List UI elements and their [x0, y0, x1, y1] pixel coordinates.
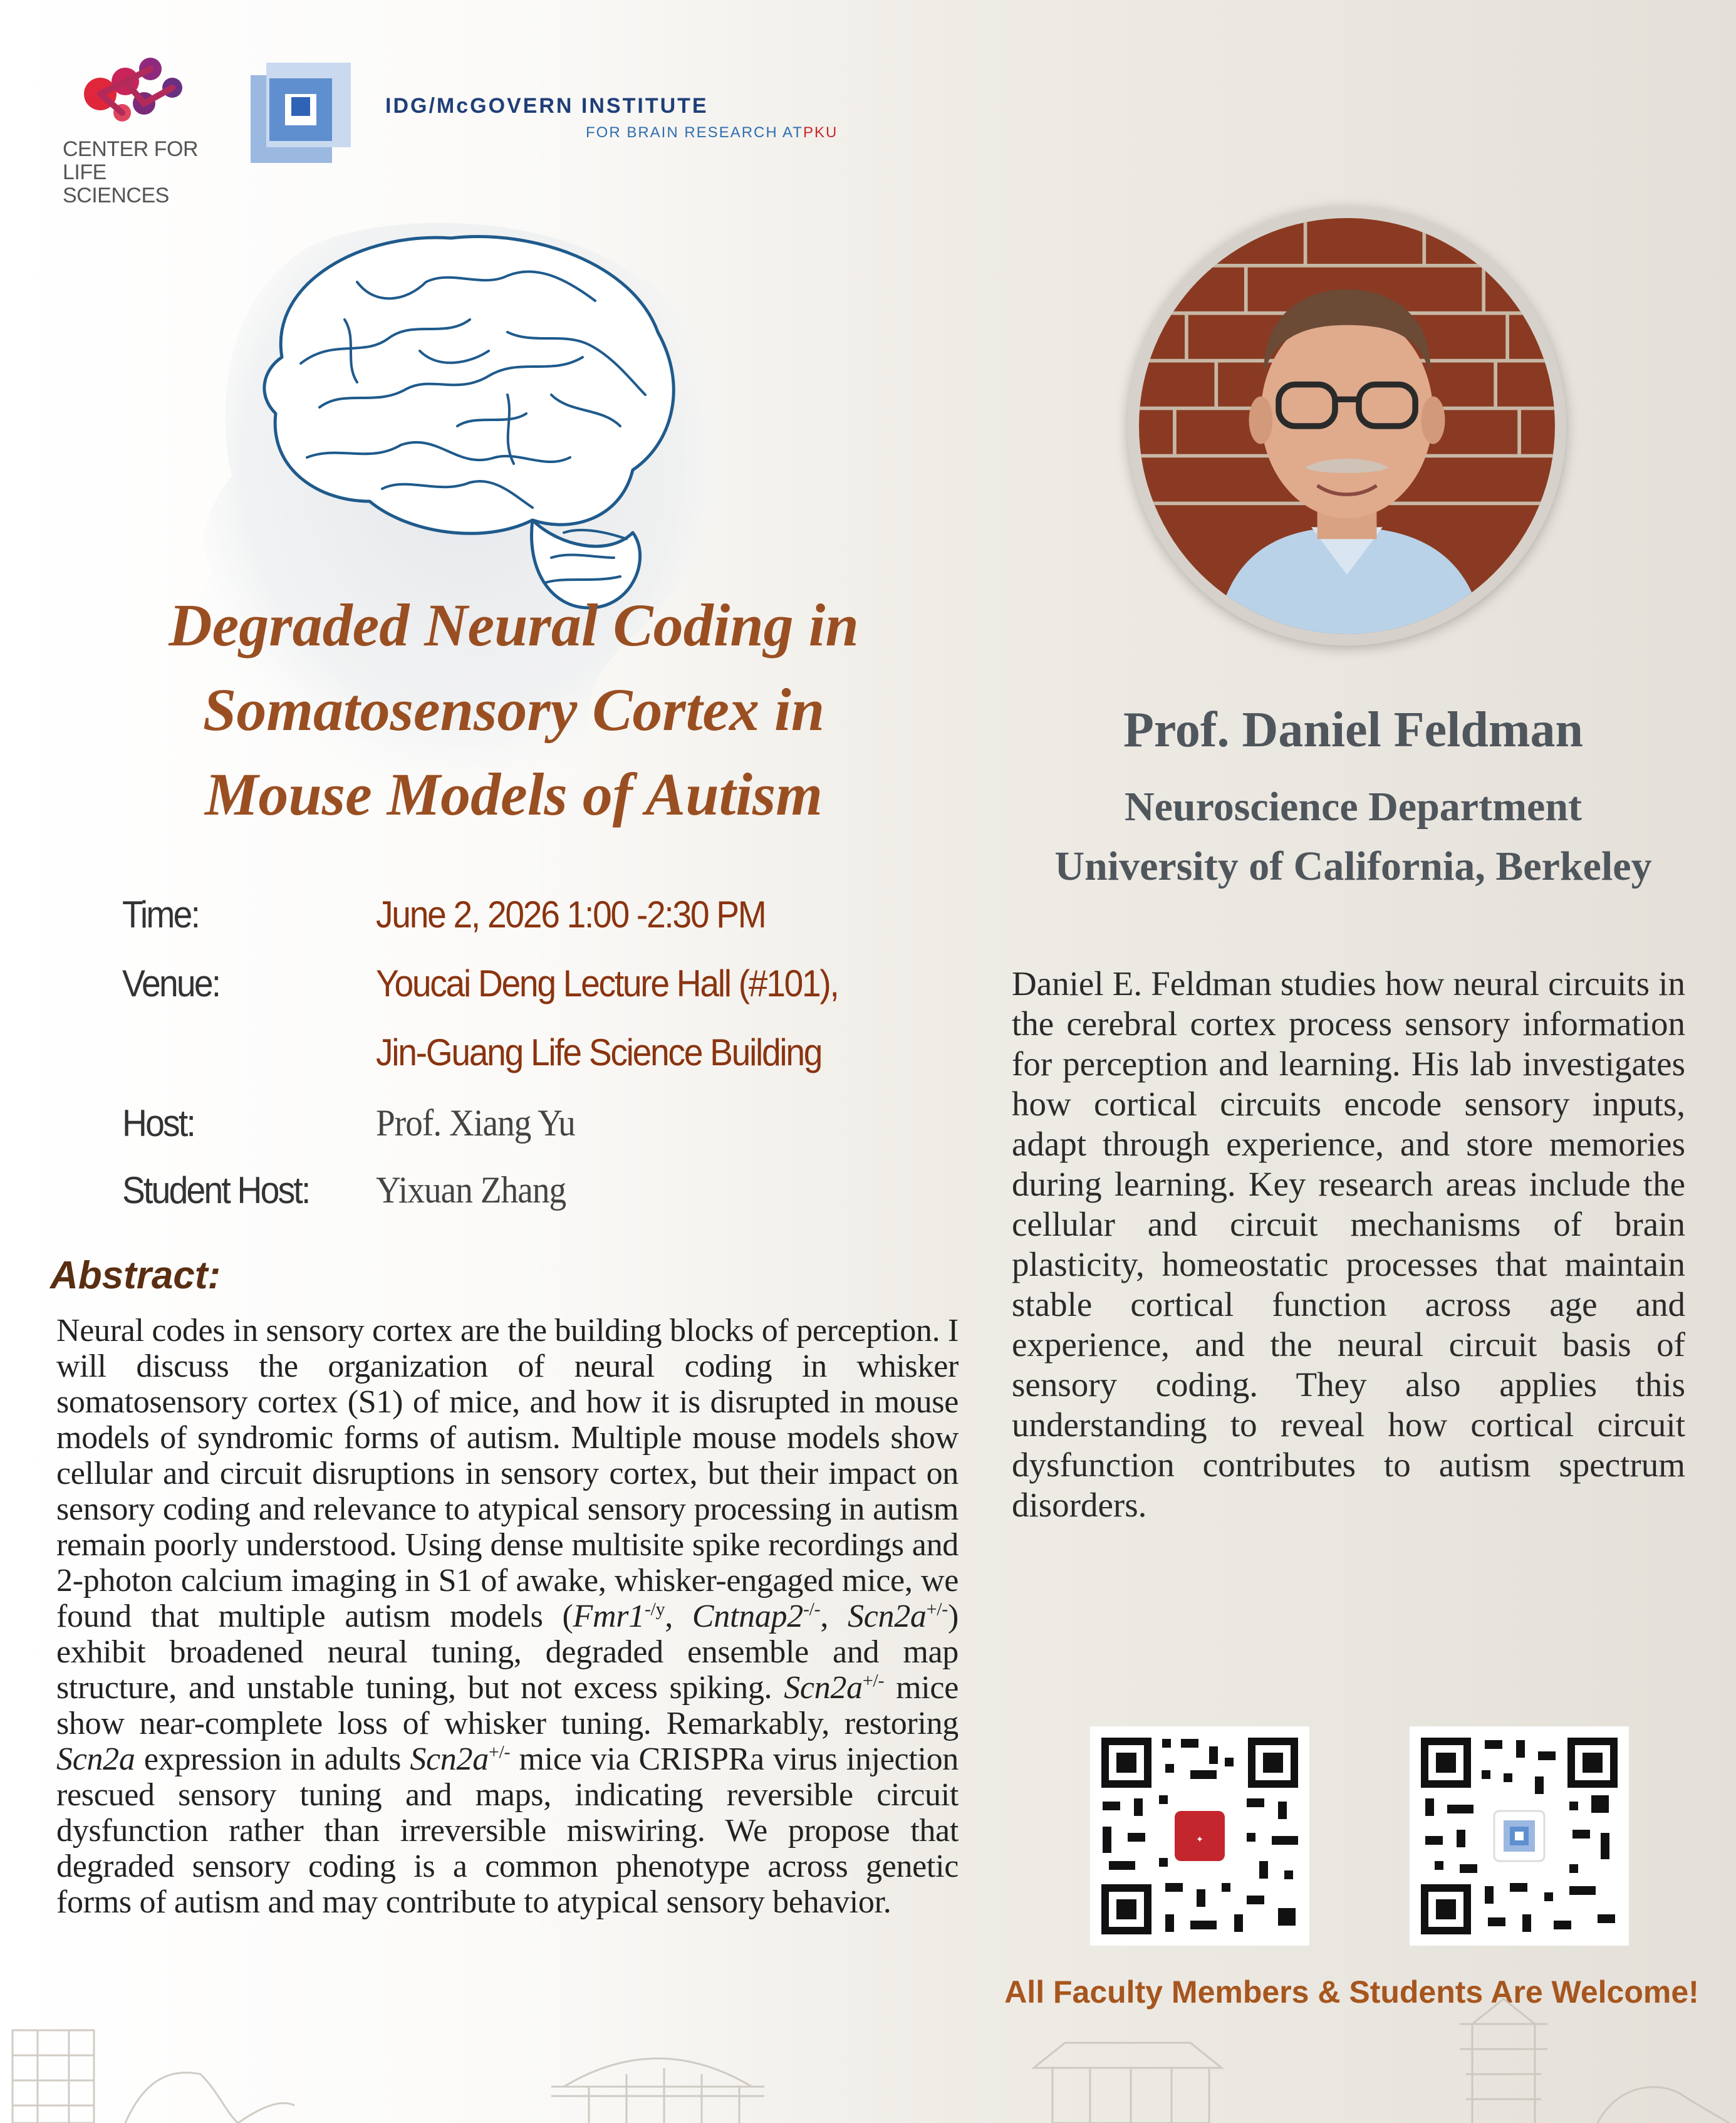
gene-scn2a-2: Scn2a: [784, 1670, 863, 1706]
svg-text:✦: ✦: [1196, 1835, 1203, 1845]
abstract-part-1: Neural codes in sensory cortex are the building blocks of perception. I will discuss the organization of neural coding in whisker somatosensory cortex (S1) of mice, and how it is disrupted in mouse models of syndromic forms of autism. Multiple mouse models show cellular and circuit disruptions in sensory cortex, but their impact on sensory coding and relevance to atypical sensory processing in autism remain poorly understood. Using dense multisite spike recordings and 2-photon calcium imaging in S1 of awake, whisker-engaged mice, we found that multiple autism models (: [56, 1313, 959, 1634]
abstract-text: Neural codes in sensory cortex are the building blocks of perception. I will discuss the organization of neural coding in whisker somatosensory cortex (S1) of mice, and how it is disrupted in mouse models of syndromic forms of autism. Multiple mouse models show cellular and circuit disruptions in sensory cortex, but their impact on sensory coding and relevance to atypical sensory processing in autism remain poorly understood. Using dense multisite spike recordings and 2-photon calcium imaging in S1 of awake, whisker-engaged mice, we found that multiple autism models ($Fmr1^{-/y}$, Cntnap2-/-, Scn2a+/-) exhibit broadened neural tuning, degraded ensemble and map structure, and unstable tuning, but not excess spiking. Scn2a+/- mice show near-complete loss of whisker tuning. Remarkably, restoring Scn2a expression in adults Scn2a+/- mice via CRISPRa virus injection rescued sensory tuning and maps, indicating reversible circuit dysfunction rather than irreversible miswiring. We propose that degraded sensory coding is a common phenotype across genetic forms of autism and may contribute to atypical sensory behavior.: [56, 1313, 959, 1920]
speaker-name: Prof. Daniel Feldman: [1123, 702, 1584, 758]
qr-code-idg[interactable]: [1410, 1726, 1629, 1946]
speaker-university: University of California, Berkeley: [1054, 843, 1652, 889]
gene-scn2a-3: Scn2a: [56, 1741, 135, 1777]
welcome-message: All Faculty Members & Students Are Welcome!: [1004, 1974, 1699, 2010]
gene-fmr1: Fmr1: [573, 1599, 645, 1634]
talk-title-line-2: Somatosensory Cortex in: [202, 676, 825, 743]
student-host-label: Student Host:: [122, 1169, 309, 1211]
speaker-portrait-image: [1139, 218, 1555, 634]
time-label: Time:: [122, 894, 199, 936]
venue-line-1: Youcai Deng Lecture Hall (#101),: [376, 962, 838, 1004]
gene-scn2a: Scn2a: [848, 1599, 927, 1634]
gene-fmr1-sup: -/y: [644, 1599, 665, 1620]
qr-code-cls[interactable]: [1090, 1726, 1309, 1946]
idg-institute-title: IDG/McGOVERN INSTITUTE: [385, 94, 709, 118]
abstract-part-2: ) exhibit broadened neural tuning, degraded ensemble and map structure, and unstable tuning, but not excess spiking.: [56, 1599, 959, 1706]
idg-mcgovern-logo-icon: [251, 63, 351, 163]
gene-cntnap2-sup: -/-: [803, 1599, 821, 1620]
student-host-value: Yixuan Zhang: [376, 1169, 566, 1211]
venue-label: Venue:: [122, 962, 220, 1004]
cls-text-line1: CENTER FOR: [63, 137, 198, 161]
gene-scn2a-4: Scn2a: [410, 1741, 489, 1777]
host-value: Prof. Xiang Yu: [376, 1102, 575, 1144]
idg-institute-subtitle: [586, 124, 838, 142]
abstract-heading: Abstract:: [50, 1254, 221, 1297]
talk-title: [100, 583, 927, 837]
gene-scn2a-sup: +/-: [926, 1599, 948, 1620]
abstract-part-4: expression in adults: [135, 1741, 410, 1777]
center-for-life-sciences-logo: [63, 44, 213, 207]
cls-text-line2: LIFE SCIENCES: [63, 160, 169, 207]
cls-molecule-icon: [63, 44, 213, 138]
idg-sub-prefix: FOR BRAIN RESEARCH AT: [586, 124, 803, 141]
speaker-bio: Daniel E. Feldman studies how neural circuits in the cerebral cortex process sensory information for perception and learning. His lab investigates how cortical circuits encode sensory inputs, adapt through experience, and store memories during learning. Key research areas include the cellular and circuit mechanisms of brain plasticity, homeostatic processes that maintain stable cortical function across age and experience, and the neural circuit basis of sensory coding. They also applies this understanding to reveal how cortical circuit dysfunction contributes to autism spectrum disorders.: [1012, 964, 1685, 1524]
abstract-part-3: mice show near-complete loss of whisker tuning. Remarkably, restoring: [56, 1670, 959, 1741]
qr-code-cls-icon: [1090, 1726, 1309, 1946]
gene-scn2a-2-sup: +/-: [862, 1670, 885, 1691]
speaker-department: Neuroscience Department: [1124, 784, 1583, 830]
time-value: June 2, 2026 1:00 -2:30 PM: [376, 894, 766, 936]
talk-title-line-3: Mouse Models of Autism: [205, 761, 823, 828]
speaker-photo: [1128, 207, 1566, 645]
venue-line-2: Jin-Guang Life Science Building: [376, 1031, 822, 1073]
host-label: Host:: [122, 1102, 195, 1144]
idg-sub-pku: PKU: [803, 124, 838, 141]
talk-title-line-1: Degraded Neural Coding in: [169, 592, 859, 659]
campus-skyline-illustration: [0, 1974, 1736, 2123]
abstract-part-5: mice via CRISPRa virus injection rescued sensory tuning and maps, indicating reversible circuit dysfunction rather than irreversible miswiring. We propose that degraded sensory coding is a common phenotype across genetic forms of autism and may contribute to atypical sensory behavior.: [56, 1741, 959, 1920]
qr-code-idg-icon: [1410, 1726, 1629, 1946]
gene-scn2a-4-sup: +/-: [488, 1741, 511, 1763]
gene-cntnap2: Cntnap2: [692, 1599, 803, 1634]
